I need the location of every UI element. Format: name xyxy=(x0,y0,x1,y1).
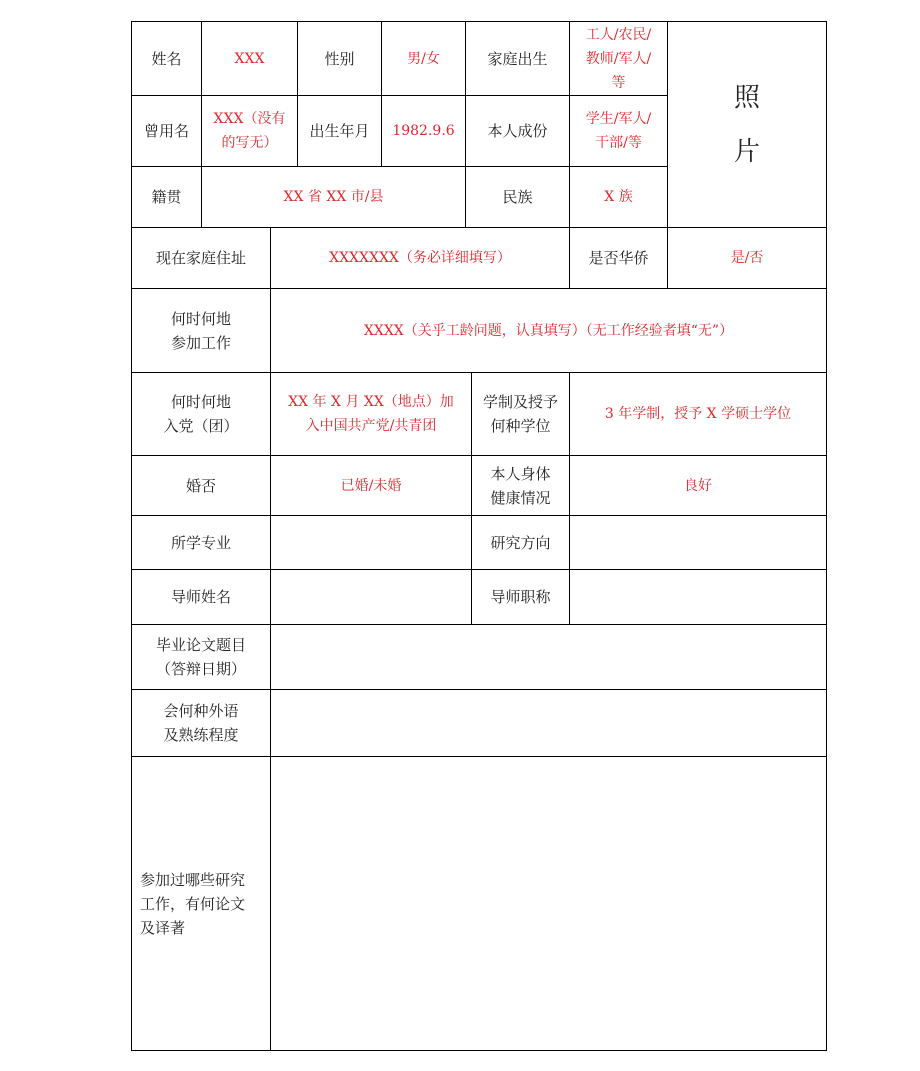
major-value[interactable] xyxy=(271,516,471,569)
work-start-value[interactable]: XXXX（关乎工龄问题，认真填写）（无工作经验者填“无”） xyxy=(363,322,734,339)
thesis-value[interactable] xyxy=(271,625,826,689)
research-work-label: 参加过哪些研究 工作，有何论文 及译著 xyxy=(140,870,246,937)
research-work-value[interactable] xyxy=(271,757,826,1050)
family-origin-value[interactable]: 工人/农民/ 教师/军人/ 等 xyxy=(585,26,652,91)
photo-placeholder[interactable]: 照 片 xyxy=(733,82,760,167)
health-label: 本人身体 健康情况 xyxy=(490,464,551,507)
address-label: 现在家庭住址 xyxy=(155,249,246,267)
former-name-value[interactable]: XXX（没有 的写无） xyxy=(213,111,286,151)
overseas-label: 是否华侨 xyxy=(588,249,649,267)
gender-label: 性别 xyxy=(324,49,355,68)
address-value[interactable]: XXXXXXX（务必详细填写） xyxy=(329,250,511,266)
marriage-label: 婚否 xyxy=(185,476,216,495)
grid-line xyxy=(131,1050,827,1051)
name-label: 姓名 xyxy=(151,49,182,68)
gender-value[interactable]: 男/女 xyxy=(407,50,440,67)
degree-value[interactable]: 3 年学制，授予 X 学硕士学位 xyxy=(604,406,792,422)
marriage-value[interactable]: 已婚/未婚 xyxy=(340,477,402,494)
language-value[interactable] xyxy=(271,690,826,756)
research-label: 研究方向 xyxy=(490,533,551,552)
degree-label: 学制及授予 何种学位 xyxy=(482,393,558,435)
advisor-title-value[interactable] xyxy=(570,570,826,624)
personal-status-label: 本人成份 xyxy=(487,122,548,140)
work-start-label: 何时何地 参加工作 xyxy=(170,309,231,352)
birth-value[interactable]: 1982.9.6 xyxy=(392,123,455,139)
ethnicity-label: 民族 xyxy=(502,188,533,206)
native-place-value[interactable]: XX 省 XX 市/县 xyxy=(283,189,384,205)
ethnicity-value[interactable]: X 族 xyxy=(604,189,633,205)
advisor-value[interactable] xyxy=(271,570,471,624)
research-value[interactable] xyxy=(570,516,826,569)
party-label: 何时何地 入党（团） xyxy=(163,393,239,435)
grid-line xyxy=(826,21,827,1051)
native-place-label: 籍贯 xyxy=(151,188,182,206)
family-origin-label: 家庭出生 xyxy=(487,49,548,68)
language-label: 会何种外语 及熟练程度 xyxy=(163,702,239,744)
personal-status-value[interactable]: 学生/军人/ 干部/等 xyxy=(585,111,652,151)
health-value[interactable]: 良好 xyxy=(684,477,712,494)
advisor-label: 导师姓名 xyxy=(170,588,231,606)
advisor-title-label: 导师职称 xyxy=(490,588,551,606)
party-value[interactable]: XX 年 X 月 XX（地点）加 入中国共产党/共青团 xyxy=(288,394,454,434)
overseas-value[interactable]: 是/否 xyxy=(730,250,764,266)
birth-label: 出生年月 xyxy=(309,122,370,140)
name-value[interactable]: XXX xyxy=(234,50,265,67)
thesis-label: 毕业论文题目 （答辩日期） xyxy=(155,636,246,678)
major-label: 所学专业 xyxy=(170,533,231,552)
former-name-label: 曾用名 xyxy=(143,122,189,140)
